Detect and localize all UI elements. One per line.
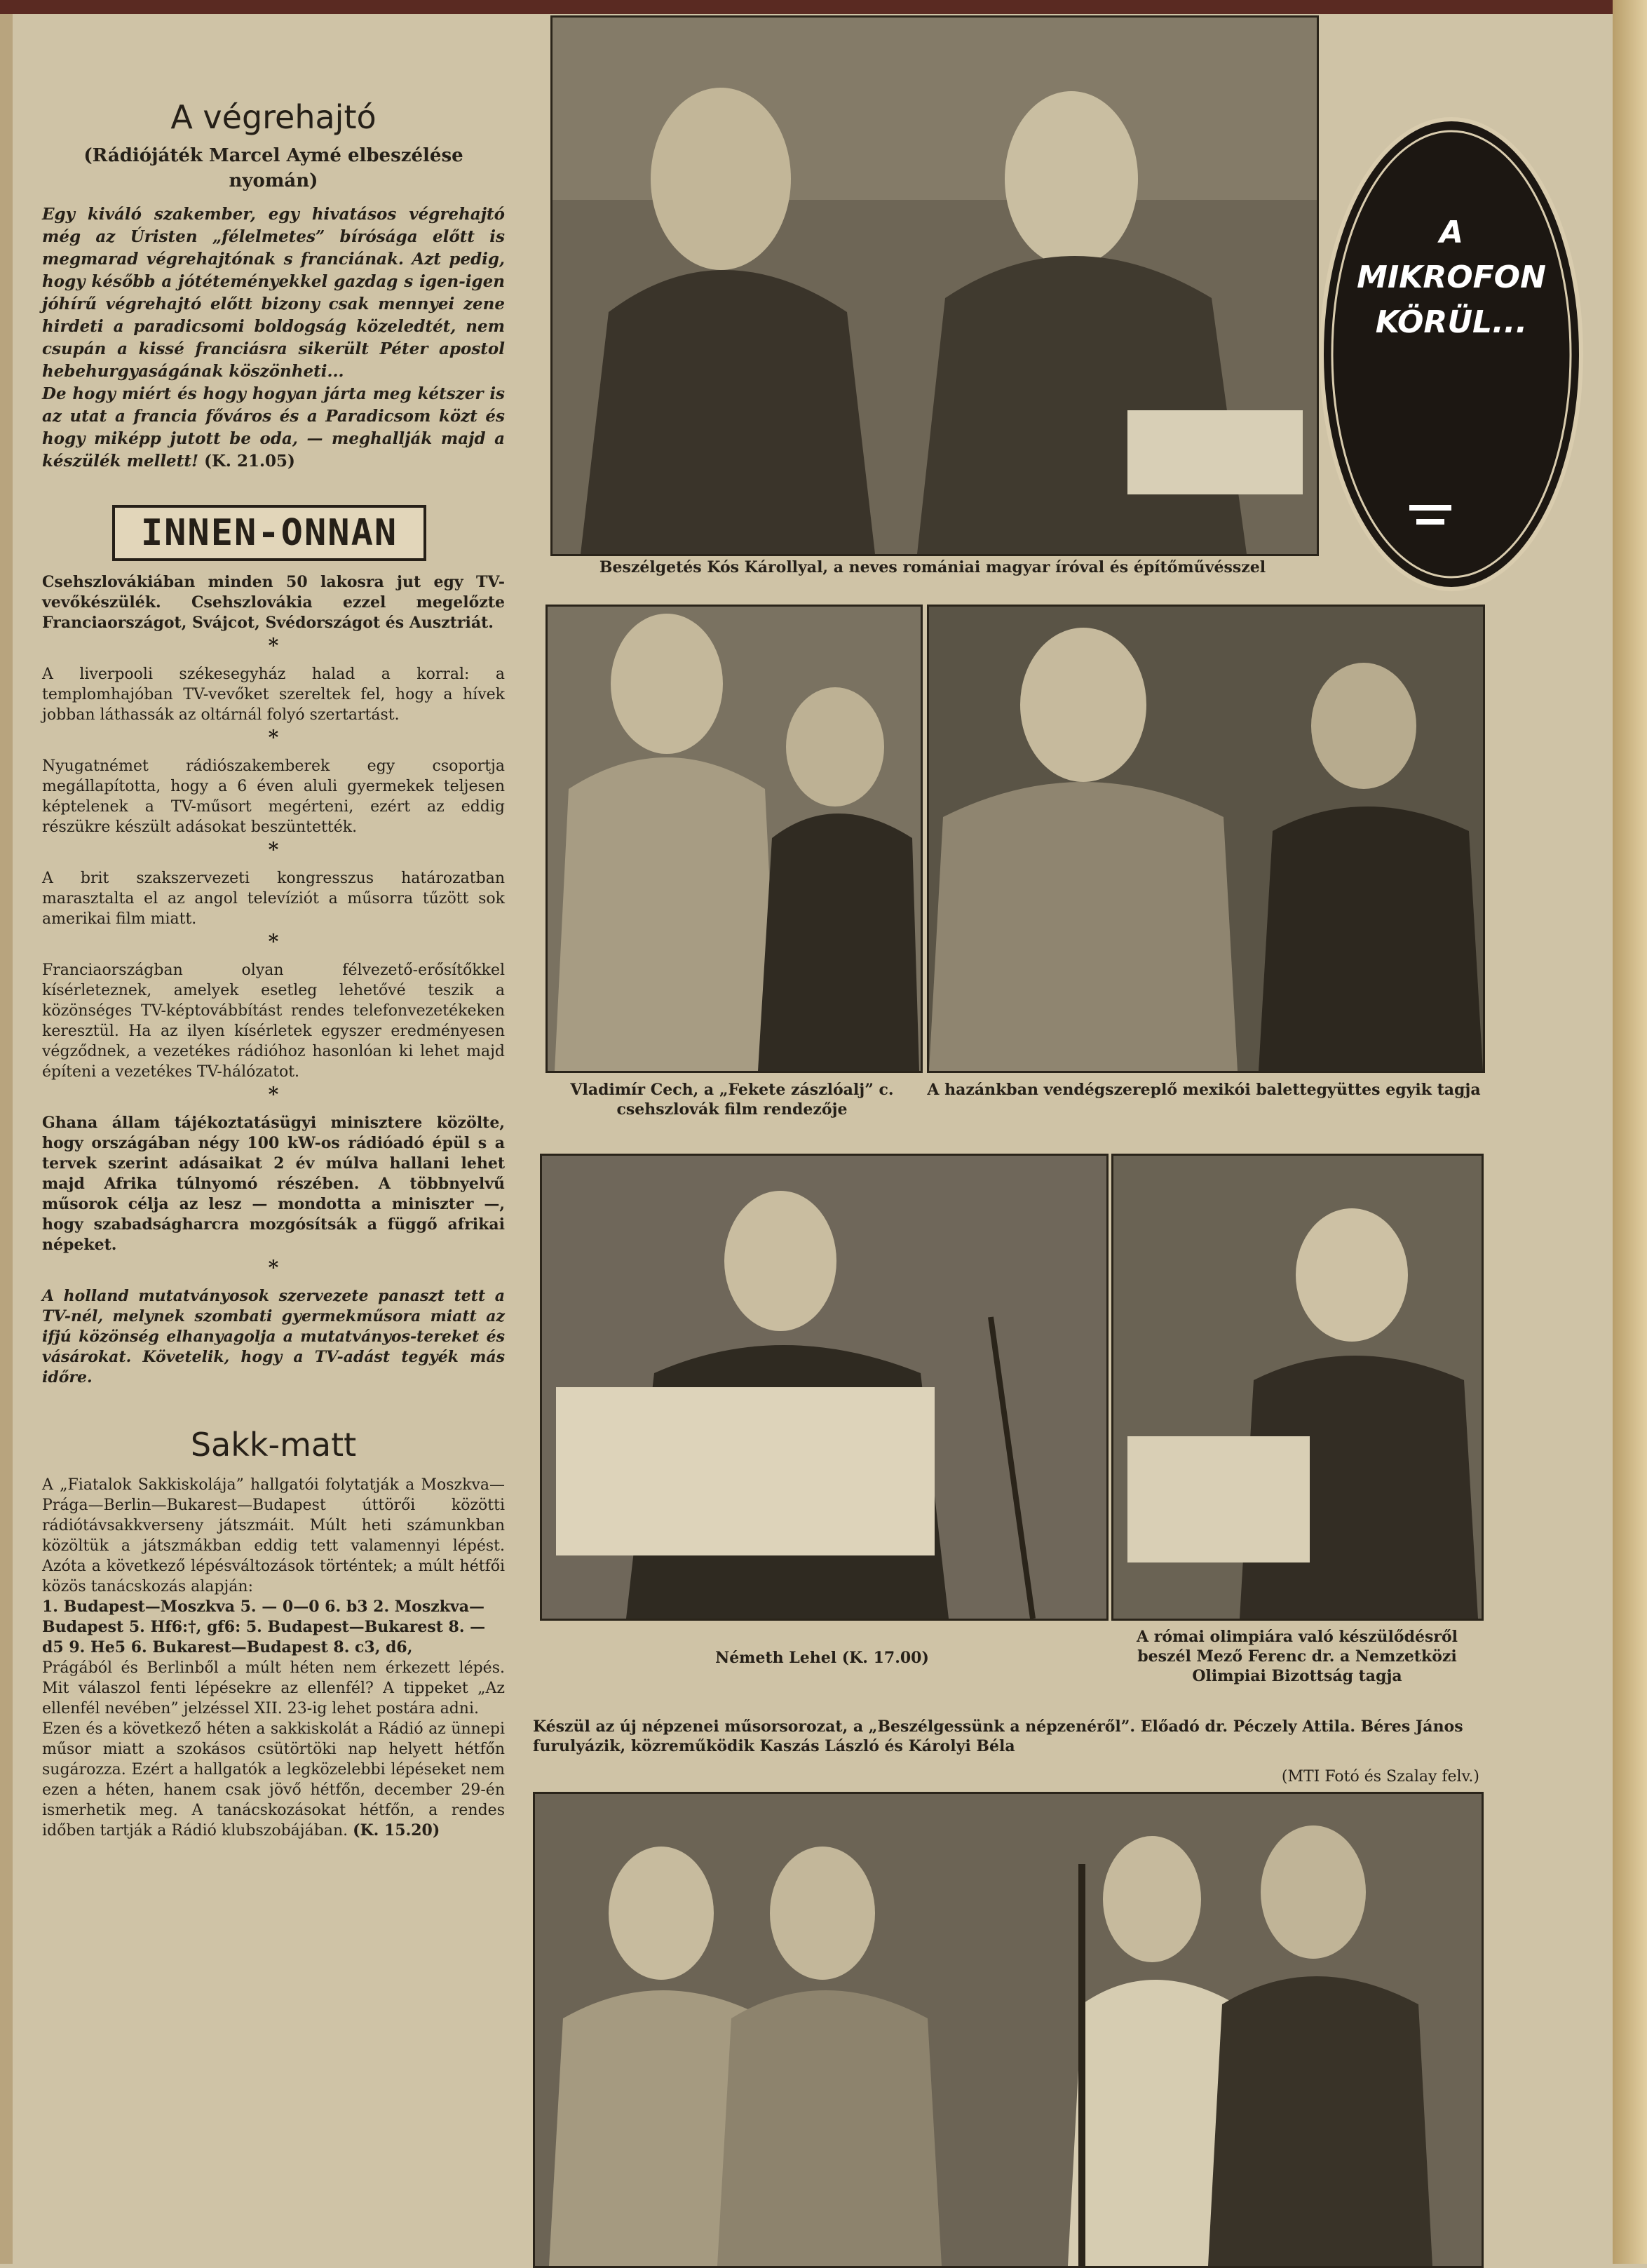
sakk-intro: A „Fiatalok Sakkiskolája” hallgatói folytatják a Moszkva—Prága—Berlin—Bukarest—Budapest úttörői közötti rádiótávsakkverseny játszmáit. Múlt heti számunkban közöltük a játszmákban eddig tett valamennyi lépést. Azóta a következő lépésváltozások történtek; a múlt hétfői közös tanácskozás alapján: [42, 1476, 505, 1595]
news-item-5: Franciaországban olyan félvezető-erősítőkkel kísérleteznek, amelyek esetleg lehetővé teszik a közönséges TV-képtovábbítást rendes telefonvezetékeken keresztül. Ha az ilyen kísérletek egyszer eredményesen végződnek, a vezetékes rádióhoz hasonlóan ki lehet majd építeni a vezetékes TV-hálózatot. [42, 961, 505, 1081]
photo-mexikoi [927, 605, 1485, 1073]
sakk-after: Prágából és Berlinből a múlt héten nem érkezett lépés. Mit válaszol fenti lépésekre az ellenfél? A tippeket „Az ellenfél nevében” jelzéssel XII. 23-ig lehet postára adni. [42, 1659, 505, 1717]
separator-star: * [268, 726, 279, 749]
caption-mexikoi: A hazánkban vendégszereplő mexikói balettegyüttes egyik tagja [927, 1081, 1481, 1099]
photo-credit: (MTI Fotó és Szalay felv.) [1281, 1768, 1479, 1786]
article-code: (K. 21.05) [204, 452, 295, 471]
logo-line-3: KÖRÜL... [1375, 304, 1528, 340]
photo-nepzene [533, 1792, 1484, 2268]
logo-line-1: A [1439, 215, 1464, 250]
article-subtitle: (Rádiójáték Marcel Aymé elbeszélése nyomán) [83, 145, 463, 191]
sakk-last [42, 1719, 505, 1841]
news-item-3: Nyugatnémet rádiószakemberek egy csoportja megállapította, hogy a 6 éven aluli gyermekek teljesen képtelenek a TV-műsort megérteni, ezért az eddig részükre készült adásokat beszüntették. [42, 757, 505, 836]
separator-star: * [268, 1083, 279, 1106]
binding-edge [1613, 0, 1647, 2264]
sakk-title: Sakk-matt [190, 1426, 357, 1464]
news-item-6: Ghana állam tájékoztatásügyi minisztere közölte, hogy országában négy 100 kW-os rádióadó épül s a tervek szerint adásaikat 2 év múlva hallani lehet majd Afrika túlnyomó részében. A többnyelvű műsorok célja az lesz — mondotta a miniszter —, hogy szabadságharcra mozgósítsák a függő afrikai népeket. [42, 1114, 505, 1254]
news-item-7: A holland mutatványosok szervezete panaszt tett a TV-nél, melynek szombati gyermekműsora miatt az ifjú közönség elhanyagolja a mutatványos-tereket és vásárokat. Követelik, hogy a TV-adást tegyék más időre. [42, 1287, 505, 1386]
article-body-2-text: De hogy miért és hogy hogyan járta meg kétszer is az utat a francia főváros és a Paradicsom közt és hogy miképp jutott be oda, — meghallják majd a készülék mellett! [42, 384, 505, 471]
separator-star: * [268, 634, 279, 657]
sakk-last-text: Ezen és a következő héten a sakkiskolát a Rádió az ünnepi műsor miatt a szokásos csütörtöki nap helyett hétfőn sugározza. Ezért a hallgatók a legközelebbi lépéseket nem ezen a héten, hanem csak jövő hétfőn, december 29-én ismerhetik meg. A tanácskozásokat hétfőn, a rendes időben tartják a Rádió klubszobájában. [42, 1720, 505, 1840]
sakk-code: (K. 15.20) [353, 1821, 440, 1840]
article-body: Egy kiváló szakember, egy hivatásos végrehajtó még az Úristen „félelmetes” bírósága előtt is megmarad végrehajtónak s franciának. Azt pedig, hogy később a jótéteményekkel gazdag s igen-igen jóhírű végrehajtó előtt bizony csak mennyei zene hirdeti a paradicsomi boldogság közeledtét, nem csupán a kissé franciásra sikerült Péter apostol hebehurgyaságának köszönheti... [42, 205, 505, 381]
photo-cech [545, 605, 923, 1073]
photo-nemeth-lehel [540, 1154, 1109, 1621]
caption-nepzene: Készül az új népzenei műsorsorozat, a „Beszélgessünk a népzenéről”. Előadó dr. Péczely Attila. Béres János furulyázik, közreműködik Kaszás László és Károlyi Béla [533, 1717, 1463, 1755]
caption-cech: Vladimír Cech, a „Fekete zászlóalj” c. csehszlovák film rendezője [570, 1081, 894, 1119]
logo-line-2: MIKROFON [1357, 259, 1546, 295]
caption-kos: Beszélgetés Kós Károllyal, a neves romániai magyar íróval és építőművésszel [599, 558, 1266, 576]
news-item-4: A brit szakszervezeti kongresszus határozatban marasztalta el az angol televíziót a műsorra tűzött sok amerikai film miatt. [42, 870, 505, 928]
separator-star: * [268, 838, 279, 861]
article-body-2 [42, 383, 505, 473]
separator-star: * [268, 1256, 279, 1279]
sakk-moves: 1. Budapest—Moszkva 5. — 0—0 6. b3 2. Moszkva—Budapest 5. Hf6:†, gf6: 5. Budapest—Bukarest 8. — d5 9. He5 6. Bukarest—Budapest 8. c3, d6, [42, 1598, 486, 1656]
mikrofon-logo [1311, 112, 1592, 596]
article-title: A végrehajtó [170, 98, 377, 136]
separator-star: * [268, 930, 279, 953]
caption-nemeth: Németh Lehel (K. 17.00) [715, 1649, 929, 1667]
photo-kos-karoly [550, 15, 1319, 556]
news-item-2: A liverpooli székesegyház halad a korral: a templomhajóban TV-vevőket szereltek fel, hogy a hívek jobban láthassák az oltárnál folyó szertartást. [42, 666, 505, 724]
news-item-1: Csehszlovákiában minden 50 lakosra jut egy TV-vevőkészülék. Csehszlovákia ezzel megelőzte Franciaországot, Svájcot, Svédországot és Ausztriát. [42, 573, 505, 632]
mikrofon-logo-text [1311, 210, 1592, 345]
caption-mezo: A római olimpiára való készülődésről beszél Mező Ferenc dr. a Nemzetközi Olimpiai Bizottság tagja [1137, 1628, 1458, 1685]
page-left-edge [0, 14, 13, 2264]
photo-mezo-ferenc [1111, 1154, 1484, 1621]
top-edge [0, 0, 1647, 14]
innen-onnan-header: INNEN-ONNAN [112, 505, 426, 561]
left-column [42, 84, 505, 1841]
